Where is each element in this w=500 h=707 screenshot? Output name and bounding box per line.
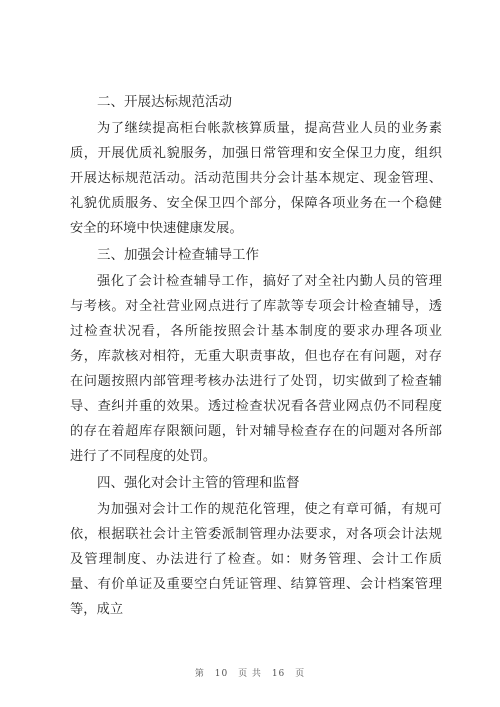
section-heading: 三、加强会计检查辅导工作	[97, 247, 259, 263]
section-heading: 二、开展达标规范活动	[97, 94, 232, 110]
section-heading: 四、强化对会计主管的管理和监督	[97, 475, 300, 491]
section-paragraph: 强化了会计检查辅导工作，搞好了对全社内勤人员的管理与考核。对全社营业网点进行了库款等专项会计检查辅导，透过检查状况看，各所能按照会计基本制度的要求办理各项业务，库款核对相符，无重大职责事故，但也存在有问题，对存在问题按照内部管理考核办法进行了处罚，切实做到了检查辅导、查纠并重的效果。透过检查状况看各营业网点仍不同程度的存在着超库存限额问题，针对辅导检查存在的问题对各所部进行了不同程度的处罚。	[70, 274, 442, 464]
footer-prefix: 第	[194, 669, 205, 679]
section-paragraph: 为了继续提高柜台帐款核算质量，提高营业人员的业务素质，开展优质礼貌服务，加强日常管理和安全保卫力度，组织开展达标规范活动。活动范围共分会计基本规定、现金管理、礼貌优质服务、安全保卫四个部分，保障各项业务在一个稳健安全的环境中快速健康发展。	[70, 121, 442, 236]
footer-total-pages: 16	[271, 669, 286, 679]
footer-suffix: 页	[295, 669, 306, 679]
section-paragraph: 为加强对会计工作的规范化管理，使之有章可循，有规可依，根据联社会计主管委派制管理办法要求，对各项会计法规及管理制度、办法进行了检查。如：财务管理、会计工作质量、有价单证及重要空白凭证管理、结算管理、会计档案管理等，成立	[70, 502, 442, 617]
document-body	[70, 90, 442, 624]
footer-page-number: 10	[214, 669, 229, 679]
footer-middle: 页 共	[238, 669, 262, 679]
page-footer	[0, 666, 500, 679]
